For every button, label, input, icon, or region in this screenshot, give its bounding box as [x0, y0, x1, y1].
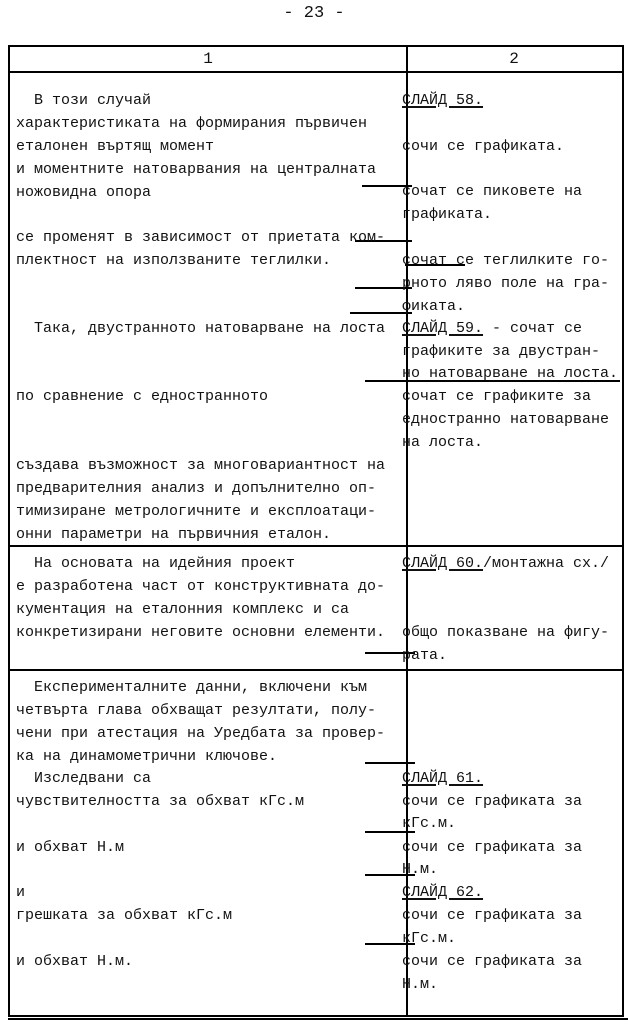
left-line: кументация на еталонния комплекс и са — [16, 601, 350, 618]
right-line: Н.м. — [402, 976, 439, 993]
slide-59-note: - сочат се — [483, 320, 583, 337]
left-line: и обхват Н.м. — [16, 953, 134, 970]
right-line: сочи се графиката за — [402, 907, 583, 924]
left-line: четвърта глава обхващат резултати, полу- — [16, 702, 377, 719]
right-line — [402, 767, 483, 790]
right-line: рното ляво поле на гра- — [402, 275, 610, 292]
slide-58-label: СЛАЙД 58. — [402, 92, 484, 109]
left-line: На основата на идейния проект — [16, 555, 296, 572]
right-line: сочат се пиковете на — [402, 183, 583, 200]
left-line: и обхват Н.м — [16, 839, 125, 856]
right-line: но натоварване на лоста. — [402, 365, 619, 382]
right-line: графиките за двустран- — [402, 343, 601, 360]
slide-60-note: /монтажна сх./ — [483, 555, 610, 572]
slide-59-label: СЛАЙД 59. — [402, 320, 484, 337]
right-line: сочат се графиките за — [402, 388, 592, 405]
right-line: фиката. — [402, 298, 466, 315]
left-line: и — [16, 884, 26, 901]
left-line: по сравнение с едностранното — [16, 388, 269, 405]
column-header-2: 2 — [509, 50, 519, 68]
bottom-rule — [8, 1018, 628, 1020]
left-line: чувствителността за обхват кГс.м — [16, 793, 305, 810]
header-separator — [10, 71, 622, 73]
left-line: и моментните натоварвания на централната — [16, 161, 377, 178]
left-line: тимизиране метрологичните и експлоатаци- — [16, 503, 377, 520]
left-line: създава възможност за многовариантност на — [16, 457, 386, 474]
right-line: сочи се графиката за — [402, 839, 583, 856]
right-line — [402, 317, 582, 340]
row-separator-2 — [10, 669, 622, 671]
right-line: Н.м. — [402, 861, 439, 878]
slide-label — [402, 89, 483, 112]
left-line: характеристиката на формирания първичен — [16, 115, 368, 132]
left-line: ка на динамометрични ключове. — [16, 748, 278, 765]
left-line: В този случай — [16, 92, 152, 109]
right-line: сочи се графиката за — [402, 793, 583, 810]
right-line: едностранно натоварване — [402, 411, 610, 428]
right-line — [402, 881, 483, 904]
right-line: на лоста. — [402, 434, 484, 451]
right-line: сочи се графиката за — [402, 953, 583, 970]
left-line: се променят в зависимост от приетата ком- — [16, 229, 386, 246]
left-line: ножовидна опора — [16, 184, 152, 201]
left-line: Изследвани са — [16, 770, 152, 787]
left-line: еталонен въртящ момент — [16, 138, 215, 155]
left-line: конкретизирани неговите основни елементи. — [16, 624, 386, 641]
right-line: кГс.м. — [402, 815, 457, 832]
left-line: Така, двустранното натоварване на лоста — [16, 320, 386, 337]
left-line: чени при атестация на Уредбата за провер- — [16, 725, 386, 742]
left-line: Експерименталните данни, включени към — [16, 679, 368, 696]
left-line: онни параметри на първичния еталон. — [16, 526, 332, 543]
slide-61-label: СЛАЙД 61. — [402, 770, 484, 787]
left-line: предварителния анализ и допълнително оп- — [16, 480, 377, 497]
left-line: грешката за обхват кГс.м — [16, 907, 233, 924]
right-line: графиката. — [402, 206, 493, 223]
two-column-table — [8, 45, 624, 1017]
page-number: - 23 - — [283, 4, 345, 23]
left-line: е разработена част от конструктивната до- — [16, 578, 386, 595]
right-line: общо показване на фигу- — [402, 624, 610, 641]
slide-62-label: СЛАЙД 62. — [402, 884, 484, 901]
connector-rule — [365, 762, 415, 764]
right-line — [402, 552, 609, 575]
right-line: сочи се графиката. — [402, 138, 565, 155]
right-line: сочат се теглилките го- — [402, 252, 610, 269]
right-line: рата. — [402, 647, 448, 664]
column-header-1: 1 — [203, 50, 213, 68]
slide-60-label: СЛАЙД 60. — [402, 555, 484, 572]
left-line: плектност на използваните теглилки. — [16, 252, 332, 269]
right-line: кГс.м. — [402, 930, 457, 947]
